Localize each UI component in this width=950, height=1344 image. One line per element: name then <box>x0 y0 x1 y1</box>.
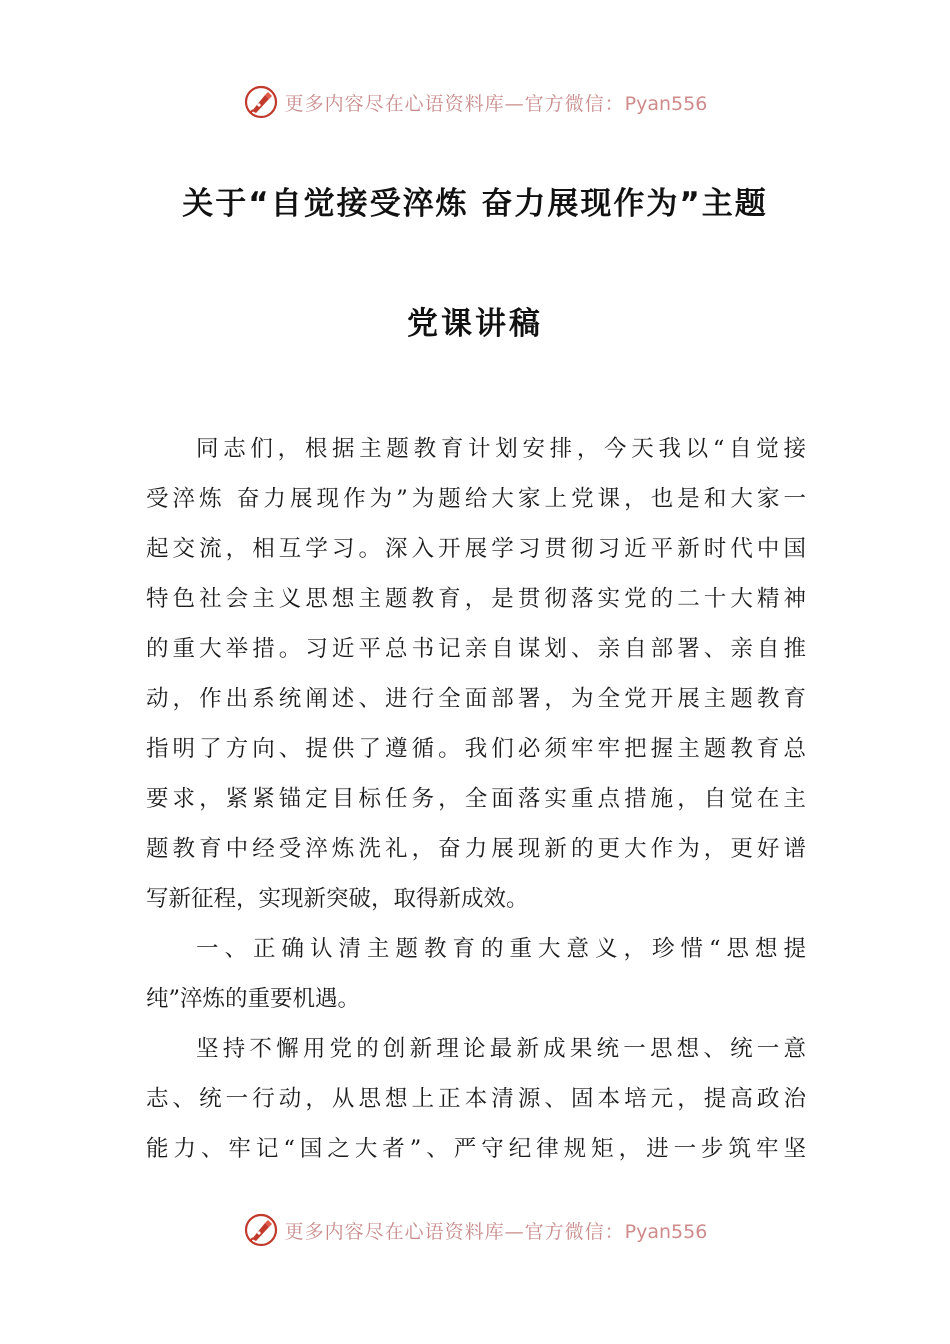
text-line: 同志们，根据主题教育计划安排，今天我以“自觉接 <box>196 436 806 462</box>
text-line: 写新征程，实现新突破，取得新成效。 <box>146 886 529 912</box>
document-body <box>146 424 806 1174</box>
paragraph-intro <box>146 424 806 924</box>
watermark-wechat-id: Pyan556 <box>624 1220 708 1243</box>
watermark-wechat-id: Pyan556 <box>624 92 708 115</box>
document-title: 关于“自觉接受淬炼 奋力展现作为”主题 <box>182 186 768 222</box>
pen-nib-logo-icon <box>243 1212 279 1248</box>
paragraph-section-body <box>146 1024 806 1174</box>
text-line: 题教育中经受淬炼洗礼，奋力展现新的更大作为，更好谱 <box>146 836 806 862</box>
text-line: 纯”淬炼的重要机遇。 <box>146 986 361 1012</box>
watermark-header <box>0 82 950 122</box>
text-line: 的重大举措。习近平总书记亲自谋划、亲自部署、亲自推 <box>146 636 806 662</box>
text-line: 要求，紧紧锚定目标任务，全面落实重点措施，自觉在主 <box>146 786 806 812</box>
text-line: 特色社会主义思想主题教育，是贯彻落实党的二十大精神 <box>146 586 806 612</box>
pen-nib-logo-icon <box>243 84 279 120</box>
text-line: 一、正确认清主题教育的重大意义，珍惜“思想提 <box>196 936 806 962</box>
text-line: 起交流，相互学习。深入开展学习贯彻习近平新时代中国 <box>146 536 806 562</box>
text-line: 志、统一行动，从思想上正本清源、固本培元，提高政治 <box>146 1086 806 1112</box>
watermark-footer <box>0 1210 950 1250</box>
text-line: 能力、牢记“国之大者”、严守纪律规矩，进一步筑牢坚 <box>146 1136 806 1162</box>
document-title-continued: 党课讲稿 <box>407 306 543 342</box>
text-line: 坚持不懈用党的创新理论最新成果统一思想、统一意 <box>196 1036 806 1062</box>
watermark-text: 更多内容尽在心语资料库—官方微信：Pyan556 <box>284 1220 708 1243</box>
text-line: 指明了方向、提供了遵循。我们必须牢牢把握主题教育总 <box>146 736 806 762</box>
paragraph-section-heading <box>146 924 806 1024</box>
watermark-text: 更多内容尽在心语资料库—官方微信：Pyan556 <box>284 92 708 115</box>
text-line: 受淬炼 奋力展现作为”为题给大家上党课，也是和大家一 <box>146 486 806 512</box>
text-line: 动，作出系统阐述、进行全面部署，为全党开展主题教育 <box>146 686 806 712</box>
